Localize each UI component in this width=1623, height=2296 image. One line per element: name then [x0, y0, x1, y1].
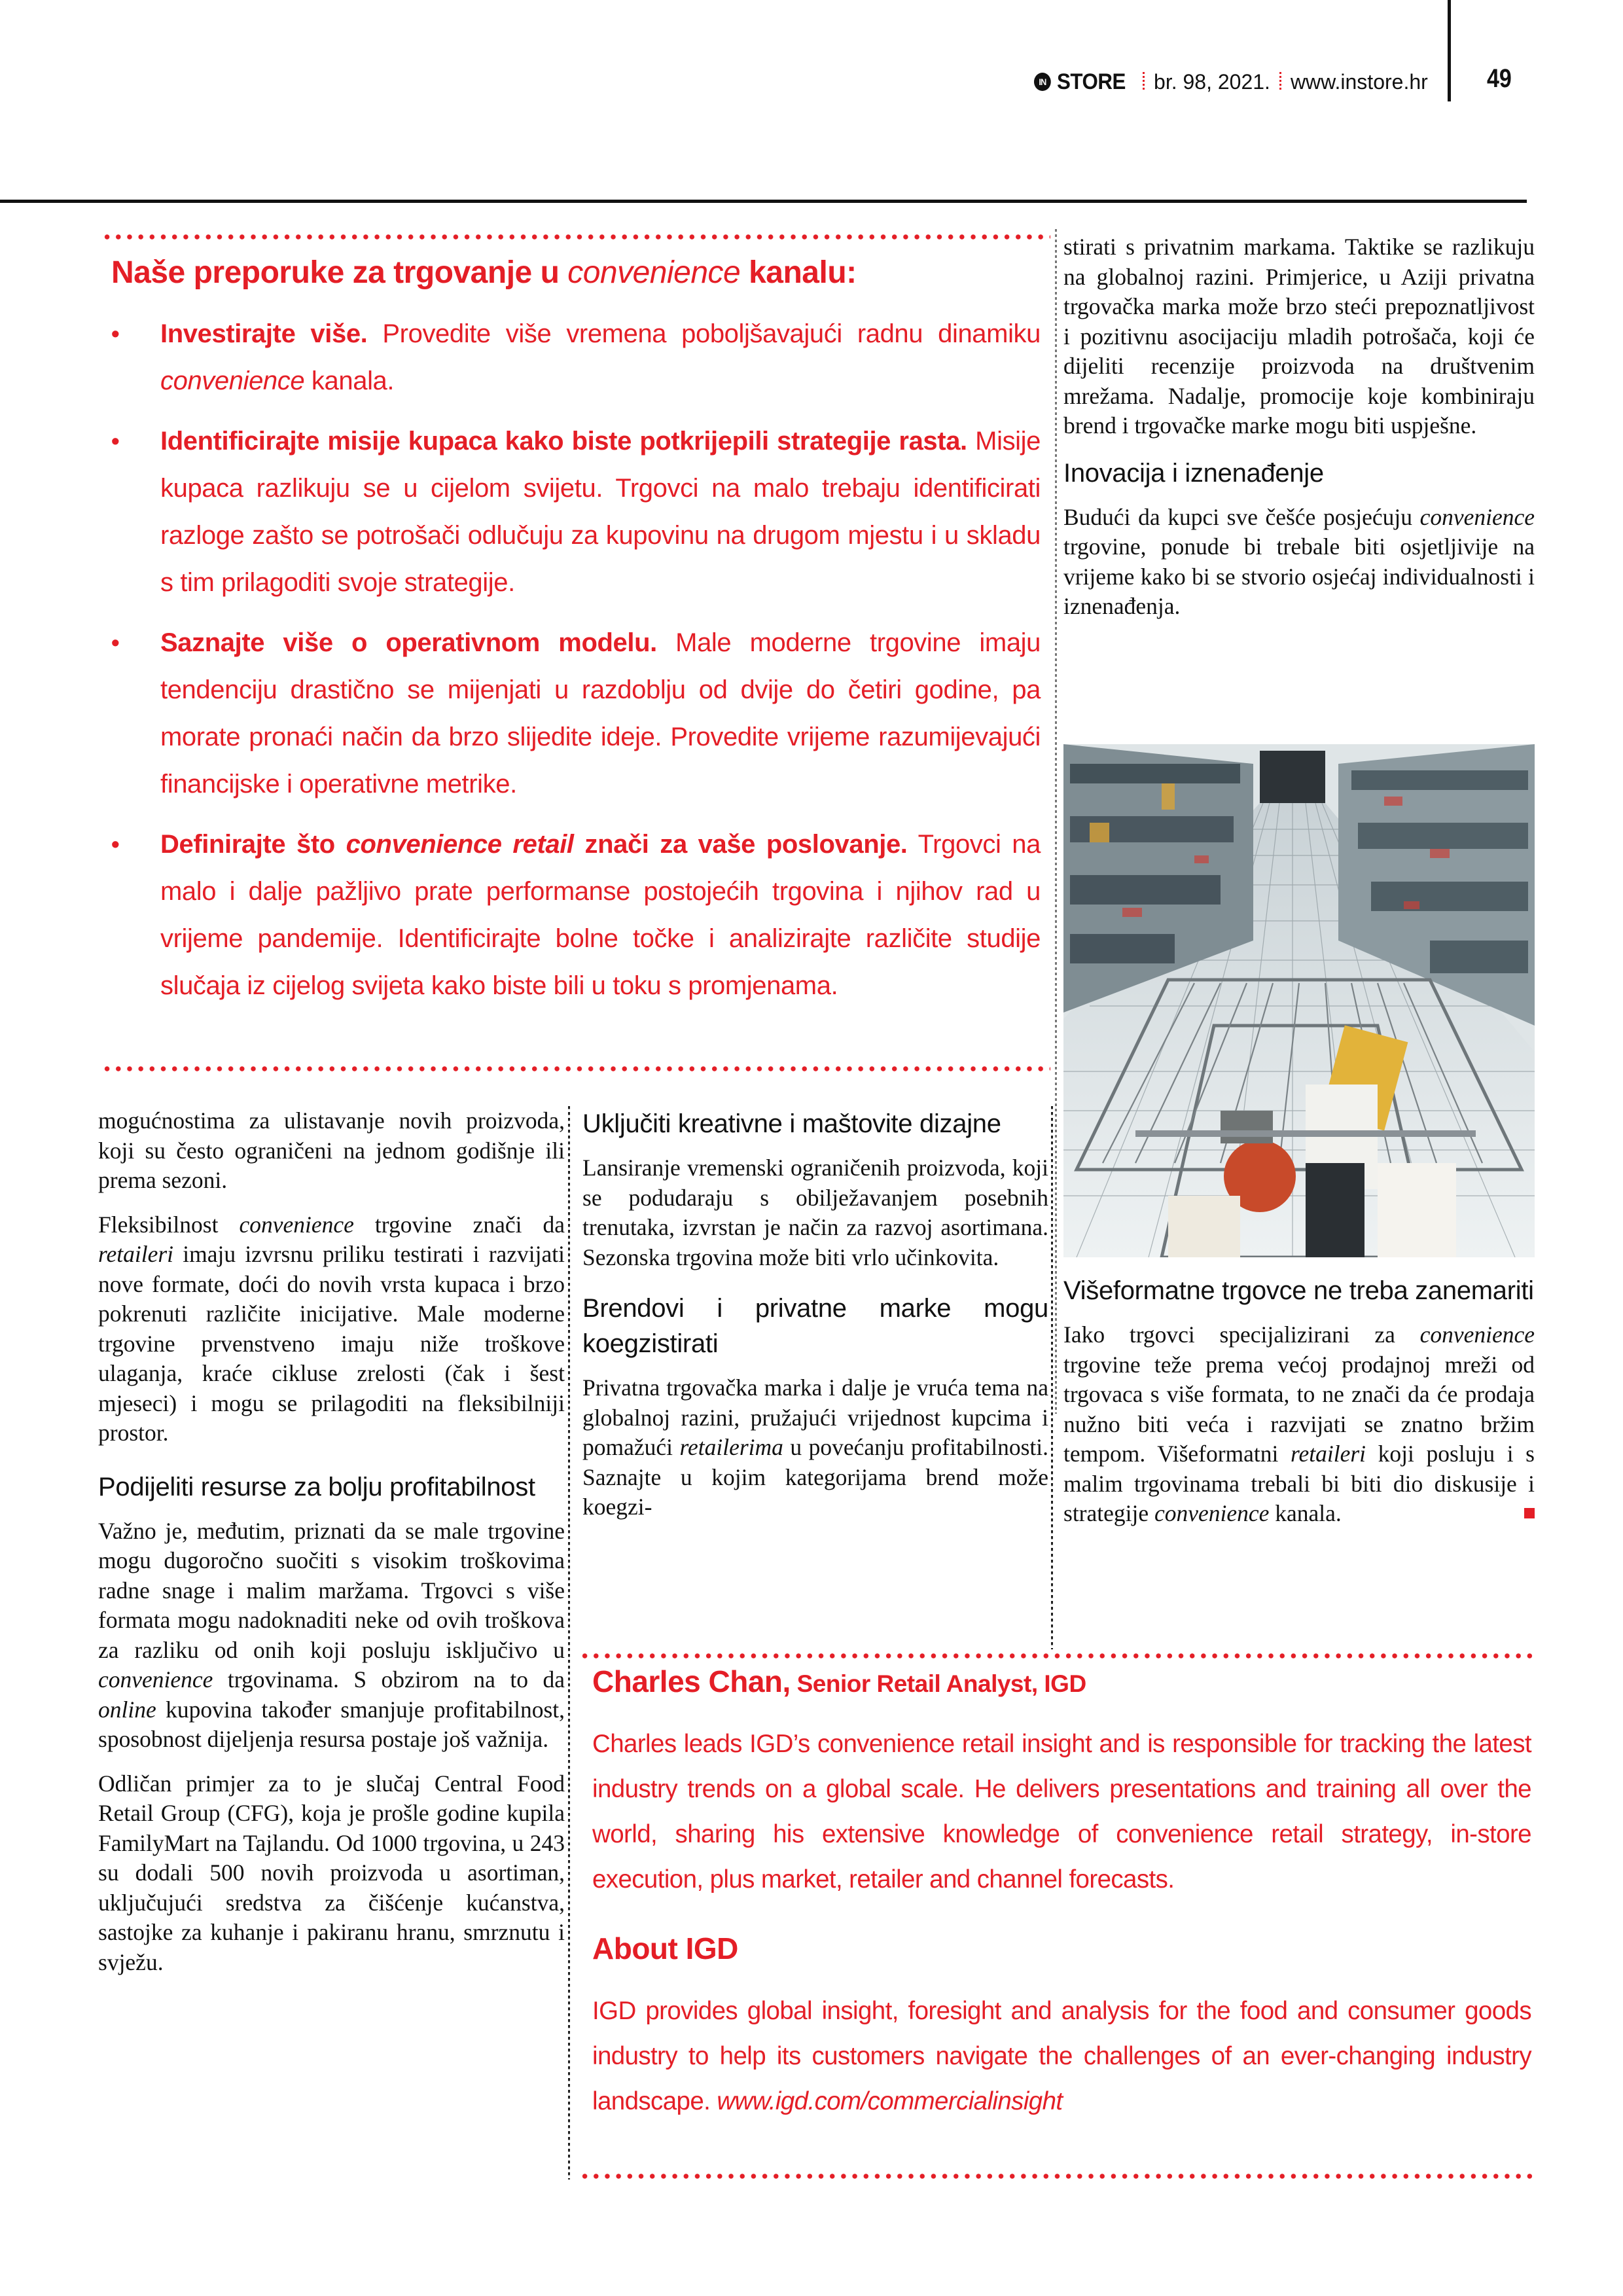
paragraph: Iako trgovci specijalizirani za convenience trgovine teže prema većoj prodajnoj mreži od trgovaca s više formata, to ne znači da će prodaja nužno biti veća i razvijati se znatno bržim tempom. Višeformatni retaileri koji posluju i s malim trgovinama trebali bi biti dio diskusije i strategije convenience kanala.: [1063, 1321, 1535, 1526]
list-item: • Investirajte više. Provedite više vremena poboljšavajući radnu dinamiku convenience kanala.: [98, 310, 1054, 404]
end-of-article-icon: [1524, 1508, 1535, 1518]
column-separator: [568, 1106, 570, 2179]
top-rule: [0, 200, 1527, 203]
article-column-1: [98, 1106, 565, 1992]
header-divider: [1448, 0, 1451, 101]
dotted-rule-bio-top: [579, 1653, 1535, 1659]
column-separator: [1055, 229, 1057, 1414]
bullet-icon: •: [111, 629, 120, 656]
issue-number: br. 98, 2021.: [1154, 69, 1270, 94]
separator: [1279, 72, 1281, 92]
author-bio-text: Charles leads IGD’s convenience retail insight and is responsible for tracking the latest industry trends on a global scale. He delivers presentations and training all over the world, sharing his extensive knowledge of convenience retail strategy, in-store execution, plus market, retailer and channel forecasts.: [592, 1730, 1531, 1893]
section-heading: Inovacija i iznenađenje: [1063, 458, 1324, 488]
article-column-3-bottom: [1063, 1273, 1535, 1543]
section-heading: Brendovi i privatne marke mogu koegzistirati: [582, 1294, 1048, 1358]
recommendations-list: [98, 310, 1054, 1009]
column-separator: [1051, 1106, 1053, 1649]
in-logo-icon: IN: [1034, 73, 1051, 91]
list-item: • Identificirajte misije kupaca kako biste potkrijepili strategije rasta. Misije kupaca razlikuju se u cijelom svijetu. Trgovci na malo trebaju identificirati razloge zašto se potrošači odlučuju za kupovinu na drugom mjestu i u skladu s tim prilagoditi svoje strategije.: [98, 418, 1054, 606]
recommendations-box: [98, 243, 1054, 1022]
page-number: 49: [1487, 64, 1512, 93]
shopping-cart-image: [1063, 744, 1535, 1257]
paragraph: Budući da kupci sve češće posjećuju convenience trgovine, ponude bi trebale biti osjetljivije na vrijeme kako bi se stvorio osjećaj individualnosti i iznenađenja.: [1063, 503, 1535, 619]
supermarket-photo: [1063, 744, 1535, 1257]
website-link[interactable]: www.instore.hr: [1290, 69, 1428, 94]
paragraph: Fleksibilnost convenience trgovine znači da retaileri imaju izvrsnu priliku testirati i razvijati nove formate, doći do novih vrsta kupaca i brzo pokrenuti različite inicijative. Male moderne trgovine prvenstveno imaju niže troškove ulaganja, kraće cikluse zrelosti (čak i šest mjeseci) i mogu se prilagoditi na fleksibilniji prostor.: [98, 1211, 565, 1446]
paragraph: mogućnostima za ulistavanje novih proizvoda, koji su često ograničeni na jednom godišnje ili prema sezoni.: [98, 1107, 565, 1193]
list-item: • Saznajte više o operativnom modelu. Male moderne trgovine imaju tendenciju drastično se mijenjati u razdoblju od dvije do četiri godine, pa morate pronaći način da brzo slijedite ideje. Provedite vrijeme razumijevajući financijske i operativne metrike.: [98, 619, 1054, 808]
article-column-3-top: [1063, 232, 1535, 636]
section-heading: Podijeliti resurse za bolju profitabilnost: [98, 1472, 535, 1501]
bullet-icon: •: [111, 320, 120, 347]
author-name: Charles Chan, Senior Retail Analyst, IGD: [592, 1664, 1086, 1698]
running-header: [1034, 65, 1428, 98]
dotted-rule-bottom: [101, 1066, 1050, 1072]
article-column-2: [582, 1106, 1048, 1537]
about-heading: About IGD: [592, 1931, 738, 1965]
author-bio-box: [582, 1661, 1538, 2124]
instore-logo: [1034, 69, 1126, 95]
section-heading: Višeformatne trgovce ne treba zanemariti: [1063, 1276, 1534, 1305]
bullet-icon: •: [111, 427, 120, 454]
paragraph: Važno je, međutim, priznati da se male trgovine mogu dugoročno suočiti s visokim troškovima radne snage i malim maržama. Trgovci s više formata mogu nadoknaditi neke od ovih troškova za razliku od onih koji posluju isključivo u convenience trgovinama. S obzirom na to da online kupovina također smanjuje profitabilnost, sposobnost dijeljenja resursa postaje još važnija.: [98, 1517, 565, 1752]
paragraph: Privatna trgovačka marka i dalje je vruća tema na globalnoj razini, pružajući vrijednost kupcima i pomažući retailerima u povećanju profitabilnosti. Saznajte u kojim kategorijama brend može koegzi-: [582, 1374, 1048, 1520]
bullet-icon: •: [111, 831, 120, 857]
logo-text: STORE: [1056, 69, 1126, 94]
paragraph: Odličan primjer za to je slučaj Central Food Retail Group (CFG), koja je prošle godine kupila FamilyMart na Tajlandu. Od 1000 trgovina, u 243 su dodali 500 novih proizvoda u asortiman, uključujući sredstva za čišćenje kućanstva, sastojke za kuhanje i pakiranu hranu, smrznutu i svježu.: [98, 1770, 565, 1975]
about-text: IGD provides global insight, foresight and analysis for the food and consumer goods industry to help its customers navigate the challenges of an ever-changing industry landscape. www.igd.com/commercialinsight: [592, 1997, 1531, 2115]
paragraph: stirati s privatnim markama. Taktike se razlikuju na globalnoj razini. Primjerice, u Aziji privatna trgovačka marka može brzo steći prepoznatljivost i pozitivnu asocijaciju mladih potrošača, koji će dijeliti recenzije proizvoda na društvenim mrežama. Nadalje, promocije koje kombiniraju brend i trgovačke marke mogu biti uspješne.: [1063, 234, 1535, 439]
list-item: • Definirajte što convenience retail znači za vaše poslovanje. Trgovci na malo i dalje pažljivo prate performanse postojećih trgovina i njihov rad u vrijeme pandemije. Identificirajte bolne točke i analizirajte različite studije slučaja iz cijelog svijeta kako biste bili u toku s promjenama.: [98, 821, 1054, 1009]
paragraph: Lansiranje vremenski ograničenih proizvoda, koji se podudaraju s obilježavanjem posebnih trenutaka, izvrstan je način za razvoj asortimana. Sezonska trgovina može biti vrlo učinkovita.: [582, 1155, 1048, 1270]
section-heading: Uključiti kreativne i maštovite dizajne: [582, 1109, 1001, 1138]
author-role: Senior Retail Analyst, IGD: [790, 1670, 1086, 1697]
igd-link[interactable]: www.igd.com/commercialinsight: [717, 2087, 1063, 2115]
dotted-rule-top: [101, 234, 1050, 240]
recommendations-title: Naše preporuke za trgovanje u convenience kanalu:: [111, 255, 857, 290]
dotted-rule-bio-bottom: [579, 2173, 1535, 2179]
separator: [1143, 72, 1145, 92]
